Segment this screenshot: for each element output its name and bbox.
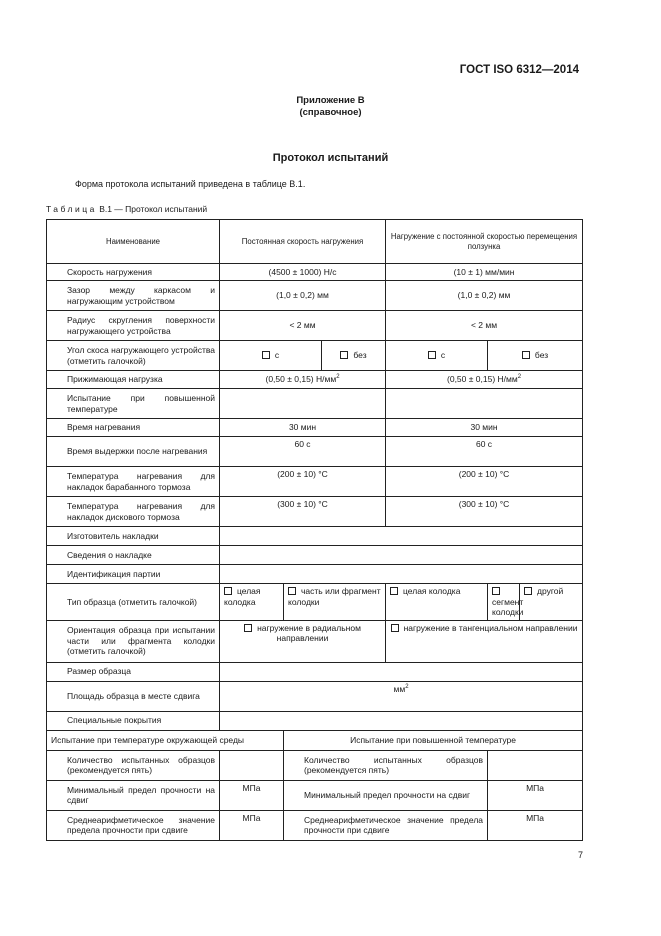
label-batch: Идентификация партии: [47, 565, 220, 584]
checkbox-icon[interactable]: [262, 351, 270, 359]
label-orientation: Ориентация образца при испытании части или фрагмента колодки (отметить галочкой): [47, 620, 220, 662]
value-min-strength-ambient[interactable]: МПа: [220, 780, 284, 810]
checkbox-icon[interactable]: [428, 351, 436, 359]
value-clamp-2: (0,50 ± 0,15) $Н/мм^2$: [386, 371, 583, 389]
row-coatings: [47, 711, 583, 730]
value-clamp-1: (0,50 ± 0,15) $Н/мм^2$: [220, 371, 386, 389]
checkbox-icon[interactable]: [524, 587, 532, 595]
value-min-strength-high[interactable]: МПа: [488, 780, 583, 810]
row-gap: [47, 281, 583, 311]
protocol-intro: Форма протокола испытаний приведена в таблице В.1.: [75, 179, 306, 189]
value-temp-drum-2: (200 ± 10) °С: [386, 467, 583, 497]
checkbox-icon[interactable]: [340, 351, 348, 359]
option-tangential[interactable]: нагружение в тангенциальном направлении: [386, 620, 583, 662]
checkbox-icon[interactable]: [224, 587, 232, 595]
checkbox-icon[interactable]: [288, 587, 296, 595]
value-batch[interactable]: [220, 565, 583, 584]
label-mean-strength-ambient: Среднеарифметическое значение предела прочности при сдвиге: [47, 810, 220, 840]
value-mean-strength-high[interactable]: МПа: [488, 810, 583, 840]
option-whole-shoe-2[interactable]: целая колодка: [386, 584, 488, 621]
option-chamfer-without-1[interactable]: без: [322, 341, 386, 371]
label-temp-disc: Температура нагревания для накладок дискового тормоза: [47, 497, 220, 527]
value-maker[interactable]: [220, 527, 583, 546]
value-area[interactable]: $мм^2$: [220, 681, 583, 711]
option-chamfer-with-1[interactable]: с: [220, 341, 322, 371]
header-constant-rate: Постоянная скорость нагружения: [220, 220, 386, 264]
value-radius-1: < 2 мм: [220, 311, 386, 341]
appendix-title: Приложение В: [296, 95, 365, 106]
label-high-temp: Испытание при повышенной температуре: [47, 389, 220, 419]
row-hold-time: [47, 437, 583, 467]
checkbox-icon[interactable]: [244, 624, 252, 632]
label-min-strength-high: Минимальный предел прочности на сдвиг: [284, 780, 488, 810]
row-sample-type: [47, 584, 583, 621]
label-mean-strength-high: Среднеарифметическое значение предела прочности при сдвиге: [284, 810, 488, 840]
row-orientation: [47, 620, 583, 662]
value-temp-drum-1: (200 ± 10) °С: [220, 467, 386, 497]
appendix-subtitle: (справочное): [299, 107, 362, 118]
table-caption-prefix: Таблица: [46, 204, 97, 214]
value-heat-time-2: 30 мин: [386, 419, 583, 437]
option-whole-shoe-1[interactable]: целая колодка: [220, 584, 284, 621]
value-gap-2: (1,0 ± 0,2) мм: [386, 281, 583, 311]
value-radius-2: < 2 мм: [386, 311, 583, 341]
label-size: Размер образца: [47, 662, 220, 681]
value-count-ambient[interactable]: [220, 750, 284, 780]
row-test-conditions: [47, 730, 583, 750]
value-heat-time-1: 30 мин: [220, 419, 386, 437]
label-min-strength-ambient: Минимальный предел прочности на сдвиг: [47, 780, 220, 810]
label-area: Площадь образца в месте сдвига: [47, 681, 220, 711]
checkbox-icon[interactable]: [522, 351, 530, 359]
option-radial[interactable]: нагружение в радиальном направлении: [220, 620, 386, 662]
label-count-high: Количество испытанных образцов (рекомендуется пять): [284, 750, 488, 780]
value-hold-time-2: 60 с: [386, 437, 583, 467]
row-temp-drum: [47, 467, 583, 497]
row-high-temp: [47, 389, 583, 419]
value-load-rate-1: (4500 ± 1000) Н/с: [220, 264, 386, 281]
protocol-title: Протокол испытаний: [272, 152, 389, 164]
label-maker: Изготовитель накладки: [47, 527, 220, 546]
value-high-temp-1[interactable]: [220, 389, 386, 419]
row-area: [47, 681, 583, 711]
label-chamfer: Угол скоса нагружающего устройства (отметить галочкой): [47, 341, 220, 371]
label-coatings: Специальные покрытия: [47, 711, 220, 730]
option-part-shoe[interactable]: часть или фрагмент колодки: [284, 584, 386, 621]
table-header-row: [47, 220, 583, 264]
row-temp-disc: [47, 497, 583, 527]
label-radius: Радиус скругления поверхности нагружающего устройства: [47, 311, 220, 341]
value-gap-1: (1,0 ± 0,2) мм: [220, 281, 386, 311]
value-info[interactable]: [220, 546, 583, 565]
row-clamp: [47, 371, 583, 389]
row-radius: [47, 311, 583, 341]
row-chamfer: [47, 341, 583, 371]
value-temp-disc-1: (300 ± 10) °С: [220, 497, 386, 527]
label-ambient-test: Испытание при температуре окружающей среды: [47, 730, 284, 750]
table-caption-rest: В.1 — Протокол испытаний: [96, 204, 208, 214]
value-hold-time-1: 60 с: [220, 437, 386, 467]
label-count-ambient: Количество испытанных образцов (рекомендуется пять): [47, 750, 220, 780]
label-load-rate: Скорость нагружения: [47, 264, 220, 281]
standard-number: ГОСТ ISO 6312—2014: [459, 64, 579, 76]
label-clamp: Прижимающая нагрузка: [47, 371, 220, 389]
value-high-temp-2[interactable]: [386, 389, 583, 419]
page-number: 7: [577, 850, 583, 860]
row-mean-strength: [47, 810, 583, 840]
row-size: [47, 662, 583, 681]
checkbox-icon[interactable]: [391, 624, 399, 632]
option-chamfer-with-2[interactable]: с: [386, 341, 488, 371]
row-batch: [47, 565, 583, 584]
label-sample-type: Тип образца (отметить галочкой): [47, 584, 220, 621]
checkbox-icon[interactable]: [390, 587, 398, 595]
label-gap: Зазор между каркасом и нагружающим устройством: [47, 281, 220, 311]
label-temp-drum: Температура нагревания для накладок барабанного тормоза: [47, 467, 220, 497]
protocol-table: [46, 219, 583, 841]
label-high-temp-test: Испытание при повышенной температуре: [284, 730, 583, 750]
row-min-strength: [47, 780, 583, 810]
value-coatings[interactable]: [220, 711, 583, 730]
option-other[interactable]: другой: [520, 584, 583, 621]
row-info: [47, 546, 583, 565]
label-hold-time: Время выдержки после нагревания: [47, 437, 220, 467]
option-segment-shoe[interactable]: сегмент колодки: [488, 584, 520, 621]
row-maker: [47, 527, 583, 546]
label-heat-time: Время нагревания: [47, 419, 220, 437]
header-name: Наименование: [47, 220, 220, 264]
row-heat-time: [47, 419, 583, 437]
checkbox-icon[interactable]: [492, 587, 500, 595]
appendix-heading: [0, 95, 661, 119]
value-size[interactable]: [220, 662, 583, 681]
table-caption: [46, 204, 207, 214]
option-chamfer-without-2[interactable]: без: [488, 341, 583, 371]
value-count-high[interactable]: [488, 750, 583, 780]
label-info: Сведения о накладке: [47, 546, 220, 565]
row-load-rate: [47, 264, 583, 281]
header-constant-speed: Нагружение с постоянной скоростью перемещения ползунка: [386, 220, 583, 264]
row-count: [47, 750, 583, 780]
value-load-rate-2: (10 ± 1) мм/мин: [386, 264, 583, 281]
value-temp-disc-2: (300 ± 10) °С: [386, 497, 583, 527]
value-mean-strength-ambient[interactable]: МПа: [220, 810, 284, 840]
